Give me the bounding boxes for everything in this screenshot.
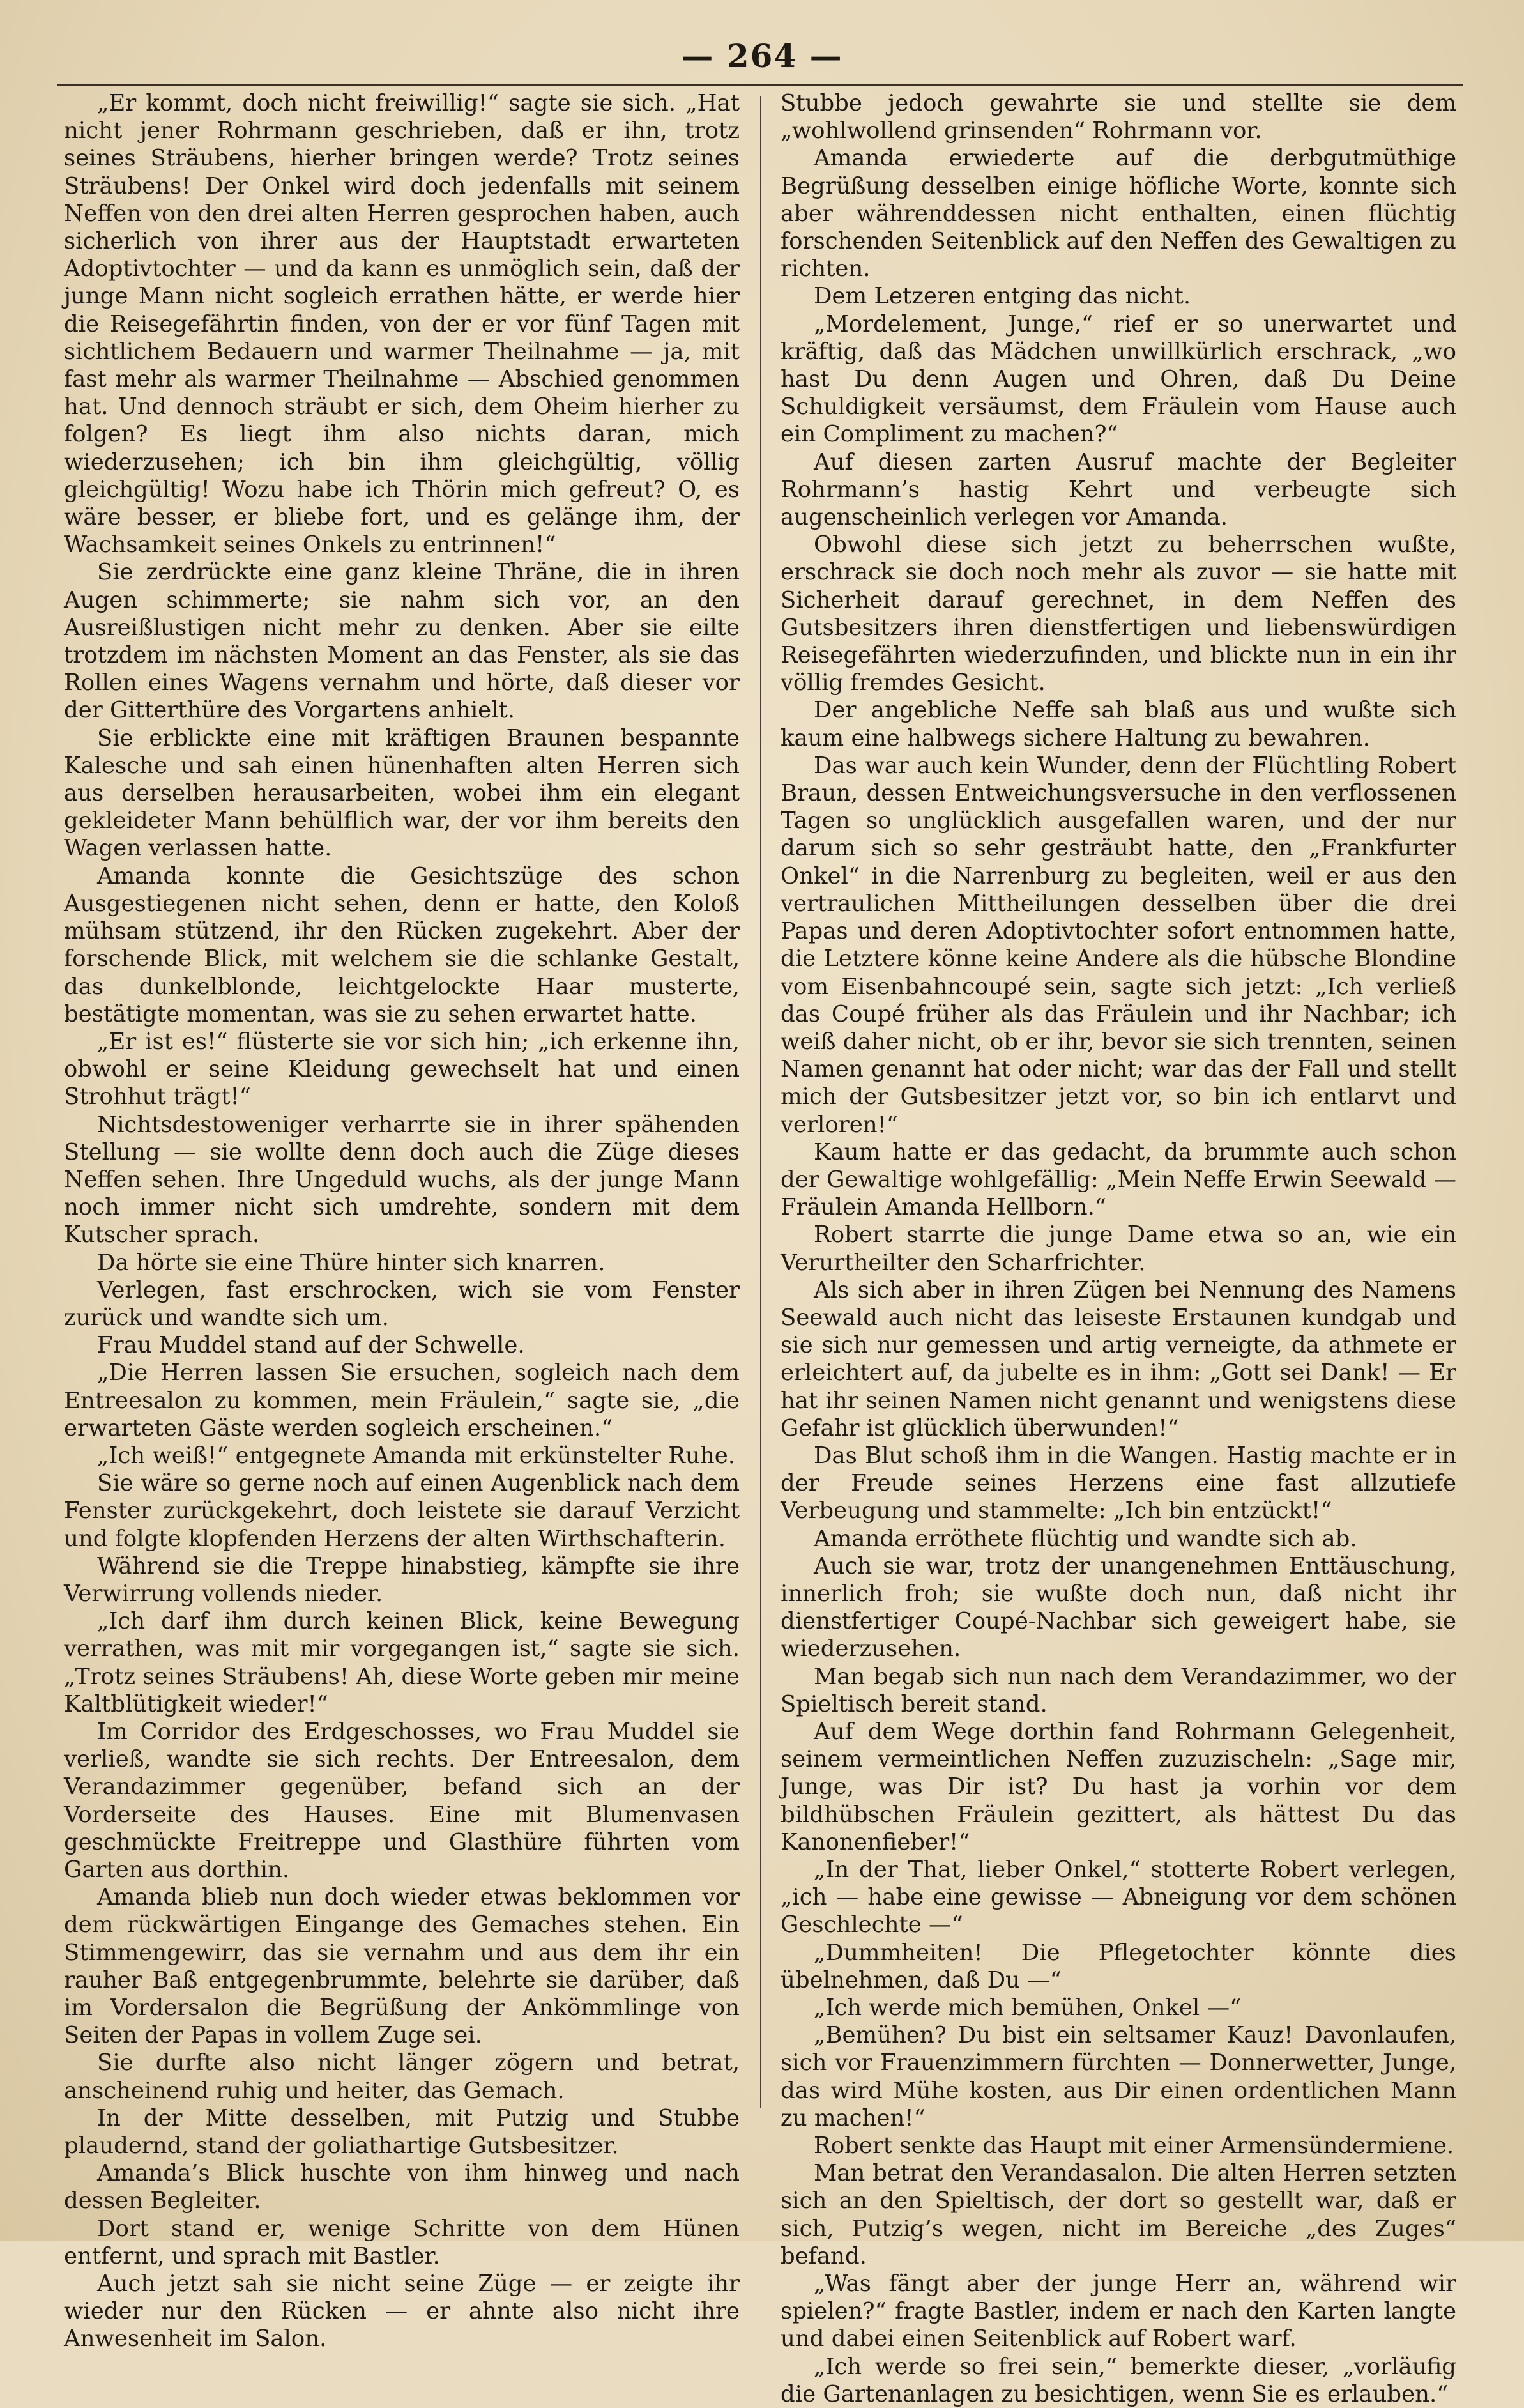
page-number-dash-left: — (681, 37, 727, 75)
page-number-dash-right: — (797, 37, 843, 75)
paragraph: Amanda blieb nun doch wieder etwas beklommen vor dem rückwärtigen Eingange des Gemaches stehen. Ein Stimmengewirr, das sie vernahm und aus dem ihr ein rauher Baß entgegenbrummte, belehrte sie darüber, daß im Vordersalon die Begrüßung der Ankömmlinge von Seiten der Papas in vollem Zuge sei. (64, 1884, 740, 2049)
paragraph: Obwohl diese sich jetzt zu beherrschen wußte, erschrack sie doch noch mehr als zuvor — sie hatte mit Sicherheit darauf gerechnet, in dem Neffen des Gutsbesitzers ihren dienstfertigen und liebenswürdigen Reisegefährten wiederzufinden, und blickte nun in ein ihr völlig fremdes Gesicht. (781, 532, 1456, 696)
paragraph: „Ich darf ihm durch keinen Blick, keine Bewegung verrathen, was mit mir vorgegangen ist,“ sagte sie sich. „Trotz seines Sträubens! Ah, diese Worte geben mir meine Kaltblütigkeit wieder!“ (64, 1608, 740, 1717)
right-column (781, 89, 1456, 2407)
paragraph: Man betrat den Verandasalon. Die alten Herren setzten sich an den Spieltisch, der dort so gestellt war, daß er sich, Putzig’s wegen, nicht im Bereiche „des Zuges“ befand. (781, 2160, 1456, 2269)
paragraph: Während sie die Treppe hinabstieg, kämpfte sie ihre Verwirrung vollends nieder. (64, 1553, 740, 1607)
paragraph: Auf diesen zarten Ausruf machte der Begleiter Rohrmann’s hastig Kehrt und verbeugte sich augenscheinlich verlegen vor Amanda. (781, 449, 1456, 531)
paragraph: Auf dem Wege dorthin fand Rohrmann Gelegenheit, seinem vermeintlichen Neffen zuzuzischeln: „Sage mir, Junge, was Dir ist? Du hast ja vorhin vor dem bildhübschen Fräulein gezittert, als hättest Du das Kanonenfieber!“ (781, 1718, 1456, 1855)
paragraph: Dort stand er, wenige Schritte von dem Hünen entfernt, und sprach mit Bastler. (64, 2215, 740, 2269)
paragraph: Auch jetzt sah sie nicht seine Züge — er zeigte ihr wieder nur den Rücken — er ahnte also nicht ihre Anwesenheit im Salon. (64, 2271, 740, 2352)
paragraph: Der angebliche Neffe sah blaß aus und wußte sich kaum eine halbwegs sichere Haltung zu bewahren. (781, 697, 1456, 751)
page-number-value: 264 (726, 37, 798, 75)
paragraph: „Was fängt aber der junge Herr an, während wir spielen?“ fragte Bastler, indem er nach den Karten langte und dabei einen Seitenblick auf Robert warf. (781, 2271, 1456, 2352)
paragraph: Nichtsdestoweniger verharrte sie in ihrer spähenden Stellung — sie wollte denn doch auch die Züge dieses Neffen sehen. Ihre Ungeduld wuchs, als der junge Mann noch immer nicht sich umdrehte, sondern mit dem Kutscher sprach. (64, 1111, 740, 1248)
header-rule (57, 84, 1463, 86)
paragraph: Robert starrte die junge Dame etwa so an, wie ein Verurtheilter den Scharfrichter. (781, 1222, 1456, 1276)
paragraph: Sie durfte also nicht länger zögern und betrat, anscheinend ruhig und heiter, das Gemach. (64, 2050, 740, 2104)
paragraph: „Bemühen? Du bist ein seltsamer Kauz! Davonlaufen, sich vor Frauenzimmern fürchten — Donnerwetter, Junge, das wird Mühe kosten, aus Dir einen ordentlichen Mann zu machen!“ (781, 2022, 1456, 2131)
paragraph: „Ich werde so frei sein,“ bemerkte dieser, „vorläufig die Gartenanlagen zu besichtigen, wenn Sie es erlauben.“ (781, 2353, 1456, 2407)
paragraph: Amanda konnte die Gesichtszüge des schon Ausgestiegenen nicht sehen, denn er hatte, den Koloß mühsam stützend, ihr den Rücken zugekehrt. Aber der forschende Blick, mit welchem sie die schlanke Gestalt, das dunkelblonde, leichtgelockte Haar musterte, bestätigte momentan, was sie zu sehen erwartet hatte. (64, 863, 740, 1027)
paragraph: Verlegen, fast erschrocken, wich sie vom Fenster zurück und wandte sich um. (64, 1277, 740, 1331)
paragraph: Amanda erröthete flüchtig und wandte sich ab. (814, 1525, 1357, 1552)
paragraph: „Mordelement, Junge,“ rief er so unerwartet und kräftig, daß das Mädchen unwillkürlich erschrack, „wo hast Du denn Augen und Ohren, daß Du Deine Schuldigkeit versäumst, dem Fräulein vom Hause auch ein Compliment zu machen?“ (781, 311, 1456, 448)
paragraph: Amanda’s Blick huschte von ihm hinweg und nach dessen Begleiter. (64, 2160, 740, 2214)
paragraph: Dem Letzeren entging das nicht. (814, 283, 1191, 310)
paragraph: „Die Herren lassen Sie ersuchen, sogleich nach dem Entreesalon zu kommen, mein Fräulein,“ sagte sie, „die erwarteten Gäste werden sogleich erscheinen.“ (64, 1360, 740, 1441)
page-number (0, 37, 1524, 75)
paragraph: Sie erblickte eine mit kräftigen Braunen bespannte Kalesche und sah einen hünenhaften alten Herren sich aus derselben herausarbeiten, wobei ihm ein elegant gekleideter Mann behülflich war, der vor ihm bereits den Wagen verlassen hatte. (64, 725, 740, 862)
paragraph: „Er kommt, doch nicht freiwillig!“ sagte sie sich. „Hat nicht jener Rohrmann geschrieben, daß er ihn, trotz seines Sträubens, hierher bringen werde? Trotz seines Sträubens! Der Onkel wird doch jedenfalls mit seinem Neffen von den drei alten Herren gesprochen haben, auch sicherlich von ihrer aus der Hauptstadt erwarteten Adoptivtochter — und da kann es unmöglich sein, daß der junge Mann nicht sogleich errathen hätte, er werde hier die Reisegefährtin finden, von der er vor fünf Tagen mit sichtlichem Bedauern und warmer Theilnahme — ja, mit fast mehr als warmer Theilnahme — Abschied genommen hat. Und dennoch sträubt er sich, dem Oheim hierher zu folgen? Es liegt ihm also nichts daran, mich wiederzusehen; ich bin ihm gleichgültig, völlig gleichgültig! Wozu habe ich Thörin mich gefreut? O, es wäre besser, er bliebe fort, und es gelänge ihm, der Wachsamkeit seines Onkels zu entrinnen!“ (64, 90, 740, 558)
paragraph: „Er ist es!“ flüsterte sie vor sich hin; „ich erkenne ihn, obwohl er seine Kleidung gewechselt hat und einen Strohhut trägt!“ (64, 1028, 740, 1110)
paragraph: Sie zerdrückte eine ganz kleine Thräne, die in ihren Augen schimmerte; sie nahm sich vor, an den Ausreißlustigen nicht mehr zu denken. Aber sie eilte trotzdem im nächsten Moment an das Fenster, als sie das Rollen eines Wagens vernahm und hörte, daß dieser vor der Gitterthüre des Vorgartens anhielt. (64, 559, 740, 724)
paragraph: Robert senkte das Haupt mit einer Armensündermiene. (814, 2133, 1454, 2159)
left-column (64, 89, 740, 2352)
paragraph: „Ich weiß!“ entgegnete Amanda mit erkünstelter Ruhe. (97, 1442, 736, 1469)
paragraph: In der Mitte desselben, mit Putzig und Stubbe plaudernd, stand der goliathartige Gutsbesitzer. (64, 2105, 740, 2159)
paragraph: „Ich werde mich bemühen, Onkel —“ (814, 1995, 1242, 2021)
paragraph: Stubbe jedoch gewahrte sie und stellte sie dem „wohlwollend grinsenden“ Rohrmann vor. (781, 90, 1456, 144)
paragraph: Im Corridor des Erdgeschosses, wo Frau Muddel sie verließ, wandte sie sich rechts. Der Entreesalon, dem Verandazimmer gegenüber, befand sich an der Vorderseite des Hauses. Eine mit Blumenvasen geschmückte Freitreppe und Glasthüre führten vom Garten aus dorthin. (64, 1718, 740, 1883)
paragraph: Das war auch kein Wunder, denn der Flüchtling Robert Braun, dessen Entweichungsversuche in den verflossenen Tagen so unglücklich ausgefallen waren, und der nur darum sich so sehr gesträubt hatte, den „Frankfurter Onkel“ in die Narrenburg zu begleiten, weil er aus den vertraulichen Mittheilungen desselben über die drei Papas und deren Adoptivtochter sofort entnommen hatte, die Letztere könne keine Andere als die hübsche Blondine vom Eisenbahncoupé sein, sagte sich jetzt: „Ich verließ das Coupé früher als das Fräulein und ihr Nachbar; ich weiß daher nicht, ob er ihr, bevor sie sich trennten, seinen Namen genannt hat oder nicht; war das der Fall und stellt mich der Gutsbesitzer jetzt vor, so bin ich entlarvt und verloren!“ (781, 752, 1456, 1138)
paragraph: Amanda erwiederte auf die derbgutmüthige Begrüßung desselben einige höfliche Worte, konnte sich aber währenddessen nicht enthalten, einen flüchtig forschenden Seitenblick auf den Neffen des Gewaltigen zu richten. (781, 145, 1456, 282)
paragraph: Auch sie war, trotz der unangenehmen Enttäuschung, innerlich froh; sie wußte doch nun, daß nicht ihr dienstfertiger Coupé-Nachbar sich geweigert habe, sie wiederzusehen. (781, 1553, 1456, 1662)
paragraph: „Dummheiten! Die Pflegetochter könnte dies übelnehmen, daß Du —“ (781, 1939, 1456, 1993)
paragraph: Da hörte sie eine Thüre hinter sich knarren. (97, 1249, 606, 1276)
paragraph: Man begab sich nun nach dem Verandazimmer, wo der Spieltisch bereit stand. (781, 1663, 1456, 1717)
paragraph: Als sich aber in ihren Zügen bei Nennung des Namens Seewald auch nicht das leiseste Erstaunen kundgab und sie sich nur gemessen und artig verneigte, da athmete er erleichtert auf, da jubelte es in ihm: „Gott sei Dank! — Er hat ihr seinen Namen nicht genannt und wenigstens diese Gefahr ist glücklich überwunden!“ (781, 1277, 1456, 1441)
paragraph: Sie wäre so gerne noch auf einen Augenblick nach dem Fenster zurückgekehrt, doch leistete sie darauf Verzicht und folgte klopfenden Herzens der alten Wirthschafterin. (64, 1470, 740, 1552)
paragraph: „In der That, lieber Onkel,“ stotterte Robert verlegen, „ich — habe eine gewisse — Abneigung vor dem schönen Geschlechte —“ (781, 1857, 1456, 1938)
paragraph: Frau Muddel stand auf der Schwelle. (97, 1332, 525, 1359)
paragraph: Das Blut schoß ihm in die Wangen. Hastig machte er in der Freude seines Herzens eine fast allzutiefe Verbeugung und stammelte: „Ich bin entzückt!“ (781, 1442, 1456, 1524)
column-divider (760, 96, 761, 2108)
paragraph: Kaum hatte er das gedacht, da brummte auch schon der Gewaltige wohlgefällig: „Mein Neffe Erwin Seewald — Fräulein Amanda Hellborn.“ (781, 1139, 1456, 1221)
